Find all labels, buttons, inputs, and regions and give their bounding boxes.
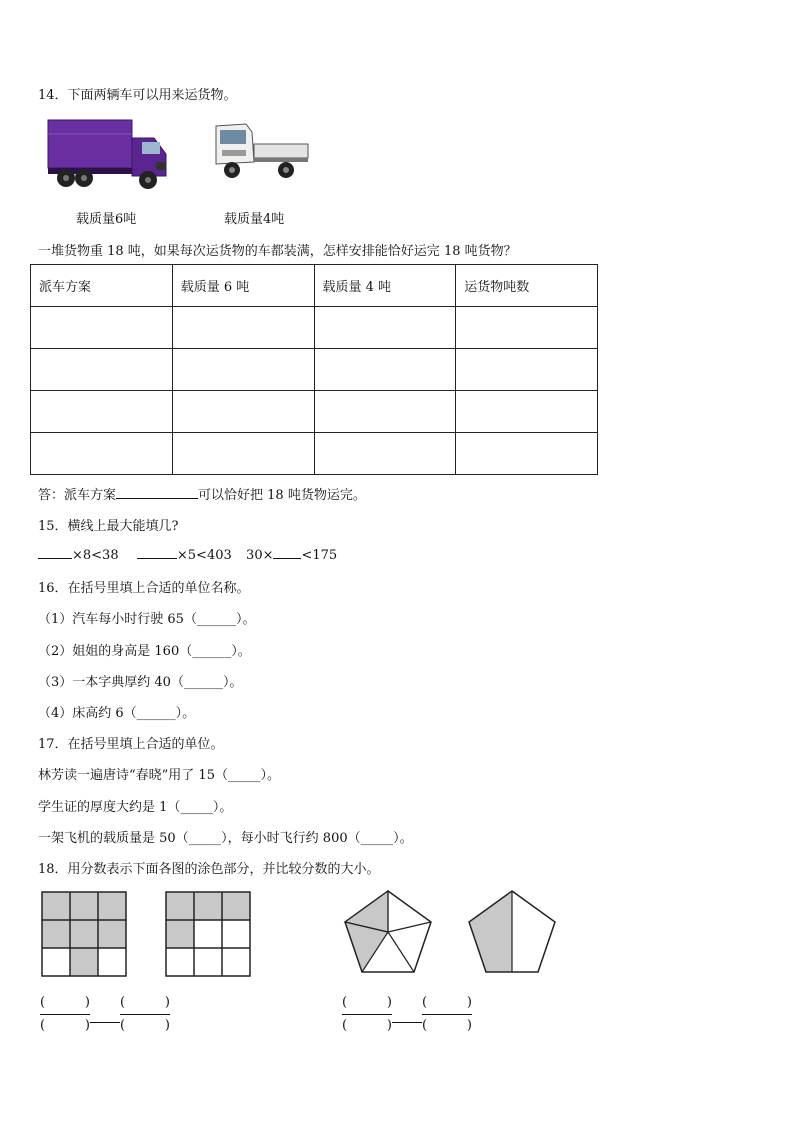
q16-item: （4）床高约 6（______）。 <box>38 706 196 721</box>
expr1: ×8<38 <box>72 548 119 563</box>
shaded-grid-1 <box>40 890 128 978</box>
answer-blank[interactable] <box>116 486 198 499</box>
table-row <box>31 307 598 349</box>
table-cell[interactable] <box>31 433 173 475</box>
fill-blank[interactable] <box>137 546 177 559</box>
table-row <box>31 391 598 433</box>
q14-title: 14．下面两辆车可以用来运货物。 <box>38 88 237 103</box>
table-cell[interactable] <box>31 391 173 433</box>
q17-item: 学生证的厚度大约是 1（_____）。 <box>38 800 233 815</box>
q17-title: 17．在括号里填上合适的单位。 <box>38 737 224 752</box>
table-cell[interactable] <box>172 307 314 349</box>
table-cell[interactable] <box>31 349 173 391</box>
fill-blank[interactable] <box>273 546 301 559</box>
table-cell[interactable] <box>314 391 456 433</box>
purple-truck-image <box>44 114 172 194</box>
answer-prefix: 答：派车方案 <box>38 488 117 503</box>
table-header-cell: 载质量 4 吨 <box>314 265 456 307</box>
table-cell[interactable] <box>456 349 598 391</box>
expr3-suffix: <175 <box>301 548 338 563</box>
fraction-blank-3[interactable]: ( ) ( ) <box>342 995 392 1033</box>
q18-title: 18．用分数表示下面各图的涂色部分，并比较分数的大小。 <box>38 862 380 877</box>
fraction-blank-1[interactable]: ( ) ( ) <box>40 995 90 1033</box>
shaded-grid-2 <box>164 890 252 978</box>
table-cell[interactable] <box>456 433 598 475</box>
table-cell[interactable] <box>456 307 598 349</box>
table-row <box>31 349 598 391</box>
compare-blank-2[interactable] <box>392 1022 422 1023</box>
table-cell[interactable] <box>314 349 456 391</box>
q15-expressions <box>38 546 337 563</box>
answer-suffix: 可以恰好把 18 吨货物运完。 <box>198 488 366 503</box>
table-cell[interactable] <box>314 307 456 349</box>
truck1-caption: 载质量6吨 <box>76 212 137 227</box>
table-cell[interactable] <box>172 391 314 433</box>
expr2: ×5<403 <box>176 548 232 563</box>
q15-title: 15．横线上最大能填几? <box>38 519 179 534</box>
fill-blank[interactable] <box>38 546 72 559</box>
expr3-prefix: 30× <box>246 548 274 563</box>
table-cell[interactable] <box>172 433 314 475</box>
table-cell[interactable] <box>31 307 173 349</box>
table-header-cell: 载质量 6 吨 <box>172 265 314 307</box>
fraction-blank-4[interactable]: ( ) ( ) <box>422 995 472 1033</box>
compare-blank-1[interactable] <box>90 1022 120 1023</box>
table-cell[interactable] <box>456 391 598 433</box>
shaded-pentagon-1 <box>342 888 434 976</box>
q16-title: 16．在括号里填上合适的单位名称。 <box>38 581 250 596</box>
shaded-pentagon-2 <box>466 888 558 976</box>
q14-question: 一堆货物重 18 吨，如果每次运货物的车都装满，怎样安排能恰好运完 18 吨货物？ <box>38 244 517 259</box>
white-truck-image <box>202 118 312 184</box>
q16-item: （2）姐姐的身高是 160（______）。 <box>38 644 251 659</box>
q14-answer-line <box>38 484 366 503</box>
dispatch-plan-table <box>30 264 598 475</box>
table-cell[interactable] <box>314 433 456 475</box>
q16-item: （1）汽车每小时行驶 65（______）。 <box>38 612 256 627</box>
table-header-cell: 派车方案 <box>31 265 173 307</box>
q16-item: （3）一本字典厚约 40（______）。 <box>38 675 243 690</box>
fraction-blank-2[interactable]: ( ) ( ) <box>120 995 170 1033</box>
truck2-caption: 载质量4吨 <box>224 212 285 227</box>
table-cell[interactable] <box>172 349 314 391</box>
table-header-cell: 运货物吨数 <box>456 265 598 307</box>
table-header-row <box>31 265 598 307</box>
table-row <box>31 433 598 475</box>
q17-item: 一架飞机的载质量是 50（_____），每小时飞行约 800（_____）。 <box>38 831 413 846</box>
q17-item: 林芳读一遍唐诗“春晓”用了 15（_____）。 <box>38 768 280 783</box>
